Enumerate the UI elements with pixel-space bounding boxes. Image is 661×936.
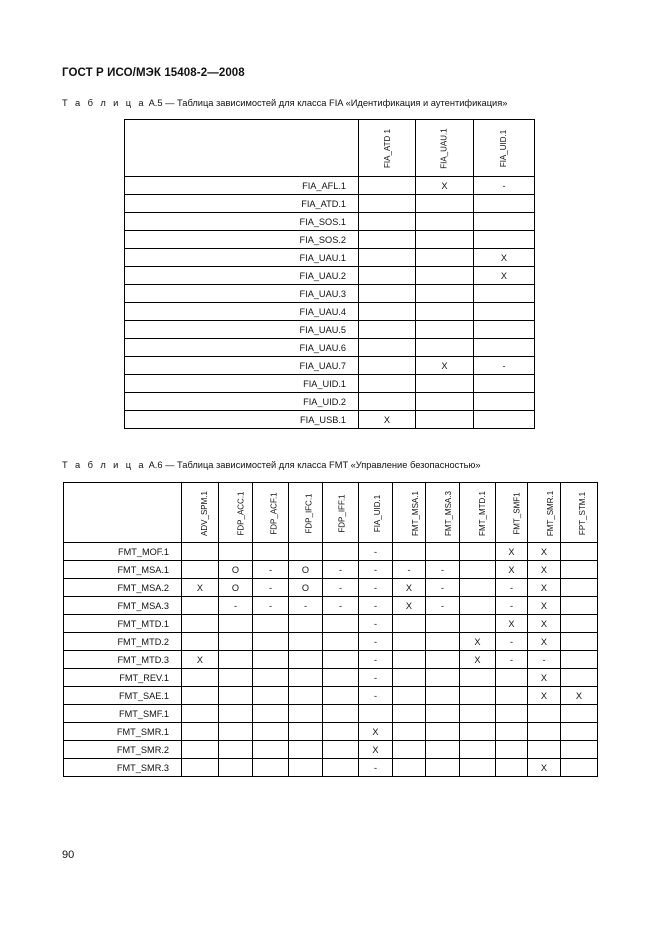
table-cell — [182, 723, 219, 741]
table-cell: - — [359, 597, 393, 615]
table-cell — [393, 759, 426, 777]
table-cell — [323, 705, 359, 723]
table-cell — [253, 615, 289, 633]
table-cell: O — [219, 579, 253, 597]
table-cell: X — [416, 177, 474, 195]
table-cell — [289, 723, 323, 741]
column-header-label: FMT_MSA.1 — [410, 490, 420, 536]
table-cell — [460, 597, 496, 615]
table-cell — [426, 669, 460, 687]
table-cell: X — [359, 723, 393, 741]
table-row — [125, 195, 535, 213]
table-cell — [323, 669, 359, 687]
table-a6 — [63, 482, 598, 777]
table-cell: X — [416, 357, 474, 375]
table-cell — [182, 759, 219, 777]
table-cell — [182, 615, 219, 633]
table-cell: - — [393, 561, 426, 579]
table-cell — [496, 723, 528, 741]
table-cell: - — [496, 579, 528, 597]
column-header — [359, 483, 393, 543]
table-cell — [359, 285, 416, 303]
table-cell — [323, 723, 359, 741]
table-cell: X — [496, 615, 528, 633]
table-cell — [426, 633, 460, 651]
column-header — [393, 483, 426, 543]
table-cell — [289, 615, 323, 633]
table-a6-caption — [62, 460, 481, 470]
table-row — [64, 723, 598, 741]
column-header-label: FDP_IFF.1 — [337, 493, 347, 533]
row-label: FMT_SMR.1 — [64, 723, 182, 741]
table-cell — [496, 705, 528, 723]
table-cell — [393, 543, 426, 561]
table-cell — [416, 303, 474, 321]
table-cell: - — [359, 759, 393, 777]
table-row — [125, 321, 535, 339]
table-cell: X — [359, 741, 393, 759]
table-cell — [393, 705, 426, 723]
table-cell — [496, 687, 528, 705]
row-label: FMT_MTD.2 — [64, 633, 182, 651]
table-cell — [289, 687, 323, 705]
table-cell: X — [528, 615, 561, 633]
table-cell — [253, 543, 289, 561]
table-row — [125, 285, 535, 303]
table-cell — [253, 705, 289, 723]
table-cell — [416, 213, 474, 231]
table-cell — [561, 741, 598, 759]
table-row — [125, 267, 535, 285]
table-cell: X — [528, 597, 561, 615]
table-cell — [460, 759, 496, 777]
table-cell — [416, 267, 474, 285]
table-cell: X — [528, 633, 561, 651]
table-cell — [219, 741, 253, 759]
table-cell: X — [393, 597, 426, 615]
table-cell — [416, 195, 474, 213]
table-cell — [323, 651, 359, 669]
table-cell — [460, 561, 496, 579]
table-cell: X — [528, 759, 561, 777]
table-cell — [474, 231, 535, 249]
table-cell: - — [359, 633, 393, 651]
table-cell: - — [359, 669, 393, 687]
table-cell — [561, 633, 598, 651]
table-row — [125, 213, 535, 231]
table-cell — [426, 705, 460, 723]
table-cell — [460, 741, 496, 759]
table-cell — [561, 669, 598, 687]
table-cell — [561, 759, 598, 777]
table-cell — [323, 543, 359, 561]
table-row — [125, 357, 535, 375]
table-a6-header-row — [64, 483, 598, 543]
table-cell — [253, 687, 289, 705]
table-cell — [253, 723, 289, 741]
table-cell — [460, 579, 496, 597]
table-cell — [182, 687, 219, 705]
row-label: FMT_MSA.3 — [64, 597, 182, 615]
row-label: FMT_MTD.1 — [64, 615, 182, 633]
column-header-label: FIA_UAU.1 — [440, 128, 449, 169]
table-row — [64, 561, 598, 579]
row-label: FIA_UID.1 — [125, 375, 359, 393]
table-cell: - — [359, 615, 393, 633]
table-cell: X — [496, 561, 528, 579]
table-cell — [393, 669, 426, 687]
table-cell — [561, 723, 598, 741]
column-header — [561, 483, 598, 543]
table-row — [125, 303, 535, 321]
table-cell — [219, 759, 253, 777]
table-cell — [182, 633, 219, 651]
column-header — [496, 483, 528, 543]
column-header-label: ADV_SPM.1 — [199, 490, 209, 536]
table-row — [64, 705, 598, 723]
table-cell — [289, 741, 323, 759]
table-cell: X — [528, 579, 561, 597]
column-header-label: FPT_STM.1 — [578, 491, 588, 535]
table-cell — [561, 579, 598, 597]
table-cell — [528, 705, 561, 723]
table-cell — [219, 705, 253, 723]
table-row — [64, 687, 598, 705]
table-cell: X — [496, 543, 528, 561]
table-cell — [460, 543, 496, 561]
table-cell — [359, 705, 393, 723]
table-row — [64, 759, 598, 777]
table-cell: O — [219, 561, 253, 579]
row-label: FMT_SMR.3 — [64, 759, 182, 777]
table-cell — [359, 339, 416, 357]
column-header — [474, 120, 535, 177]
table-row — [125, 177, 535, 195]
table-cell — [460, 687, 496, 705]
table-cell — [416, 231, 474, 249]
table-cell — [323, 741, 359, 759]
table-row — [125, 339, 535, 357]
table-cell — [359, 321, 416, 339]
table-a5-caption-text: A.5 — Таблица зависимостей для класса FIA «Идентификация и аутентификация» — [148, 98, 508, 108]
table-cell — [323, 615, 359, 633]
column-header-label: FIA_UID.1 — [373, 494, 383, 532]
table-cell — [416, 375, 474, 393]
table-cell — [496, 669, 528, 687]
table-cell: - — [359, 543, 393, 561]
table-cell — [182, 741, 219, 759]
table-cell — [474, 411, 535, 429]
table-cell — [253, 651, 289, 669]
row-label: FMT_MTD.3 — [64, 651, 182, 669]
table-a6-caption-text: A.6 — Таблица зависимостей для класса FMT «Управление безопасностью» — [148, 460, 481, 470]
row-label: FMT_MSA.1 — [64, 561, 182, 579]
table-cell — [561, 615, 598, 633]
table-cell — [219, 669, 253, 687]
table-cell: O — [289, 579, 323, 597]
table-cell — [393, 651, 426, 669]
table-cell — [359, 303, 416, 321]
table-row — [125, 393, 535, 411]
table-cell — [359, 213, 416, 231]
table-cell — [289, 669, 323, 687]
table-cell — [474, 375, 535, 393]
row-label: FMT_SMF.1 — [64, 705, 182, 723]
table-cell: X — [182, 579, 219, 597]
table-cell: X — [528, 687, 561, 705]
row-label: FIA_AFL.1 — [125, 177, 359, 195]
column-header — [323, 483, 359, 543]
table-cell: X — [182, 651, 219, 669]
table-cell — [474, 195, 535, 213]
document-header: ГОСТ Р ИСО/МЭК 15408-2—2008 — [62, 67, 245, 79]
row-label: FIA_UAU.4 — [125, 303, 359, 321]
row-label: FMT_REV.1 — [64, 669, 182, 687]
row-label: FIA_UAU.5 — [125, 321, 359, 339]
table-cell — [182, 669, 219, 687]
table-cell — [219, 543, 253, 561]
table-cell — [561, 597, 598, 615]
table-cell — [182, 705, 219, 723]
table-cell: X — [528, 543, 561, 561]
table-cell: - — [426, 597, 460, 615]
table-cell: X — [528, 561, 561, 579]
table-a5 — [124, 119, 535, 429]
table-cell — [426, 723, 460, 741]
table-cell — [561, 651, 598, 669]
table-row — [64, 669, 598, 687]
table-cell — [253, 741, 289, 759]
table-cell — [426, 615, 460, 633]
table-cell: - — [323, 561, 359, 579]
table-cell — [426, 651, 460, 669]
column-header-label: FMT_MSA.3 — [443, 490, 453, 536]
column-header — [182, 483, 219, 543]
table-cell — [393, 741, 426, 759]
table-cell — [496, 741, 528, 759]
column-header — [219, 483, 253, 543]
table-cell: - — [253, 561, 289, 579]
table-cell — [426, 741, 460, 759]
table-cell — [416, 249, 474, 267]
column-header — [289, 483, 323, 543]
table-cell — [416, 285, 474, 303]
column-header-label: FIA_ATD 1 — [382, 129, 392, 168]
column-header — [359, 120, 416, 177]
row-label: FIA_SOS.1 — [125, 213, 359, 231]
column-header — [253, 483, 289, 543]
table-cell — [474, 339, 535, 357]
table-cell: - — [496, 597, 528, 615]
table-cell — [359, 249, 416, 267]
row-label: FMT_SAE.1 — [64, 687, 182, 705]
table-cell: - — [323, 597, 359, 615]
table-cell: X — [474, 267, 535, 285]
table-cell — [253, 759, 289, 777]
table-cell — [474, 303, 535, 321]
row-label: FIA_UAU.2 — [125, 267, 359, 285]
table-cell: - — [253, 579, 289, 597]
column-header-label: FDP_IFC.1 — [304, 492, 314, 534]
table-cell: X — [528, 669, 561, 687]
row-label: FIA_SOS.2 — [125, 231, 359, 249]
table-a6-corner-cell — [64, 483, 182, 543]
table-row — [64, 741, 598, 759]
column-header — [426, 483, 460, 543]
table-cell — [460, 615, 496, 633]
table-cell: - — [496, 633, 528, 651]
table-cell — [289, 705, 323, 723]
row-label: FIA_UAU.6 — [125, 339, 359, 357]
table-row — [125, 375, 535, 393]
column-header-label: FDP_ACC.1 — [236, 490, 246, 536]
table-cell — [359, 267, 416, 285]
table-cell: O — [289, 561, 323, 579]
table-row — [64, 615, 598, 633]
table-cell — [561, 705, 598, 723]
table-cell: X — [561, 687, 598, 705]
table-cell — [460, 705, 496, 723]
table-cell — [393, 687, 426, 705]
table-row — [125, 249, 535, 267]
row-label: FIA_ATD.1 — [125, 195, 359, 213]
table-cell — [474, 321, 535, 339]
row-label: FIA_UAU.3 — [125, 285, 359, 303]
table-cell: - — [528, 651, 561, 669]
column-header-label: FMT_MTD.1 — [477, 490, 487, 536]
table-cell — [416, 411, 474, 429]
table-row — [64, 651, 598, 669]
table-a5-caption-label: Т а б л и ц а — [62, 98, 146, 108]
table-cell — [253, 633, 289, 651]
table-cell — [219, 723, 253, 741]
table-cell: X — [460, 651, 496, 669]
table-cell — [359, 231, 416, 249]
table-row — [125, 411, 535, 429]
table-cell — [561, 561, 598, 579]
table-cell: - — [253, 597, 289, 615]
table-cell — [460, 723, 496, 741]
page-number: 90 — [62, 849, 75, 861]
table-cell — [359, 177, 416, 195]
table-cell — [289, 543, 323, 561]
table-cell — [323, 687, 359, 705]
column-header — [460, 483, 496, 543]
table-cell: - — [426, 579, 460, 597]
column-header-label: FIA_UID.1 — [499, 129, 509, 168]
table-cell — [219, 687, 253, 705]
table-cell — [289, 759, 323, 777]
table-cell — [323, 633, 359, 651]
table-cell — [393, 633, 426, 651]
table-cell: - — [359, 561, 393, 579]
table-row — [64, 543, 598, 561]
column-header-label: FMT_SMR.1 — [546, 490, 556, 536]
table-cell: - — [496, 651, 528, 669]
table-cell — [219, 615, 253, 633]
table-cell — [182, 597, 219, 615]
table-a5-corner-cell — [125, 120, 359, 177]
table-cell — [474, 393, 535, 411]
table-cell: - — [474, 357, 535, 375]
table-cell — [253, 669, 289, 687]
table-cell: X — [359, 411, 416, 429]
table-a5-header-row — [125, 120, 535, 177]
table-cell: - — [359, 579, 393, 597]
row-label: FMT_MOF.1 — [64, 543, 182, 561]
table-cell — [416, 321, 474, 339]
table-a6-caption-label: Т а б л и ц а — [62, 460, 146, 470]
table-cell: - — [474, 177, 535, 195]
table-row — [64, 579, 598, 597]
table-cell — [561, 543, 598, 561]
table-row — [125, 231, 535, 249]
column-header-label: FDP_ACF.1 — [269, 491, 279, 535]
table-cell — [359, 357, 416, 375]
row-label: FIA_USB.1 — [125, 411, 359, 429]
table-cell — [182, 543, 219, 561]
row-label: FIA_UID.2 — [125, 393, 359, 411]
table-cell — [219, 633, 253, 651]
table-cell — [393, 723, 426, 741]
table-cell — [496, 759, 528, 777]
table-cell — [289, 633, 323, 651]
table-cell — [528, 723, 561, 741]
table-cell — [359, 375, 416, 393]
table-row — [64, 597, 598, 615]
column-header — [528, 483, 561, 543]
table-cell: - — [359, 687, 393, 705]
table-cell: X — [393, 579, 426, 597]
table-cell: X — [460, 633, 496, 651]
table-cell — [460, 669, 496, 687]
table-cell — [323, 759, 359, 777]
column-header-label: FMT_SMF1 — [512, 491, 522, 535]
column-header — [416, 120, 474, 177]
row-label: FMT_MSA.2 — [64, 579, 182, 597]
table-cell — [474, 285, 535, 303]
table-cell: X — [474, 249, 535, 267]
table-cell — [359, 393, 416, 411]
table-cell — [416, 339, 474, 357]
table-cell — [359, 195, 416, 213]
table-cell: - — [289, 597, 323, 615]
table-cell — [474, 213, 535, 231]
table-cell — [289, 651, 323, 669]
table-cell — [182, 561, 219, 579]
table-cell — [426, 759, 460, 777]
table-cell — [393, 615, 426, 633]
table-row — [64, 633, 598, 651]
row-label: FIA_UAU.1 — [125, 249, 359, 267]
row-label: FMT_SMR.2 — [64, 741, 182, 759]
table-cell — [416, 393, 474, 411]
row-label: FIA_UAU.7 — [125, 357, 359, 375]
table-cell — [219, 651, 253, 669]
table-cell: - — [323, 579, 359, 597]
table-cell — [426, 543, 460, 561]
table-cell: - — [359, 651, 393, 669]
table-a5-caption — [62, 98, 507, 108]
table-cell — [528, 741, 561, 759]
table-cell — [426, 687, 460, 705]
table-cell: - — [426, 561, 460, 579]
table-cell: - — [219, 597, 253, 615]
